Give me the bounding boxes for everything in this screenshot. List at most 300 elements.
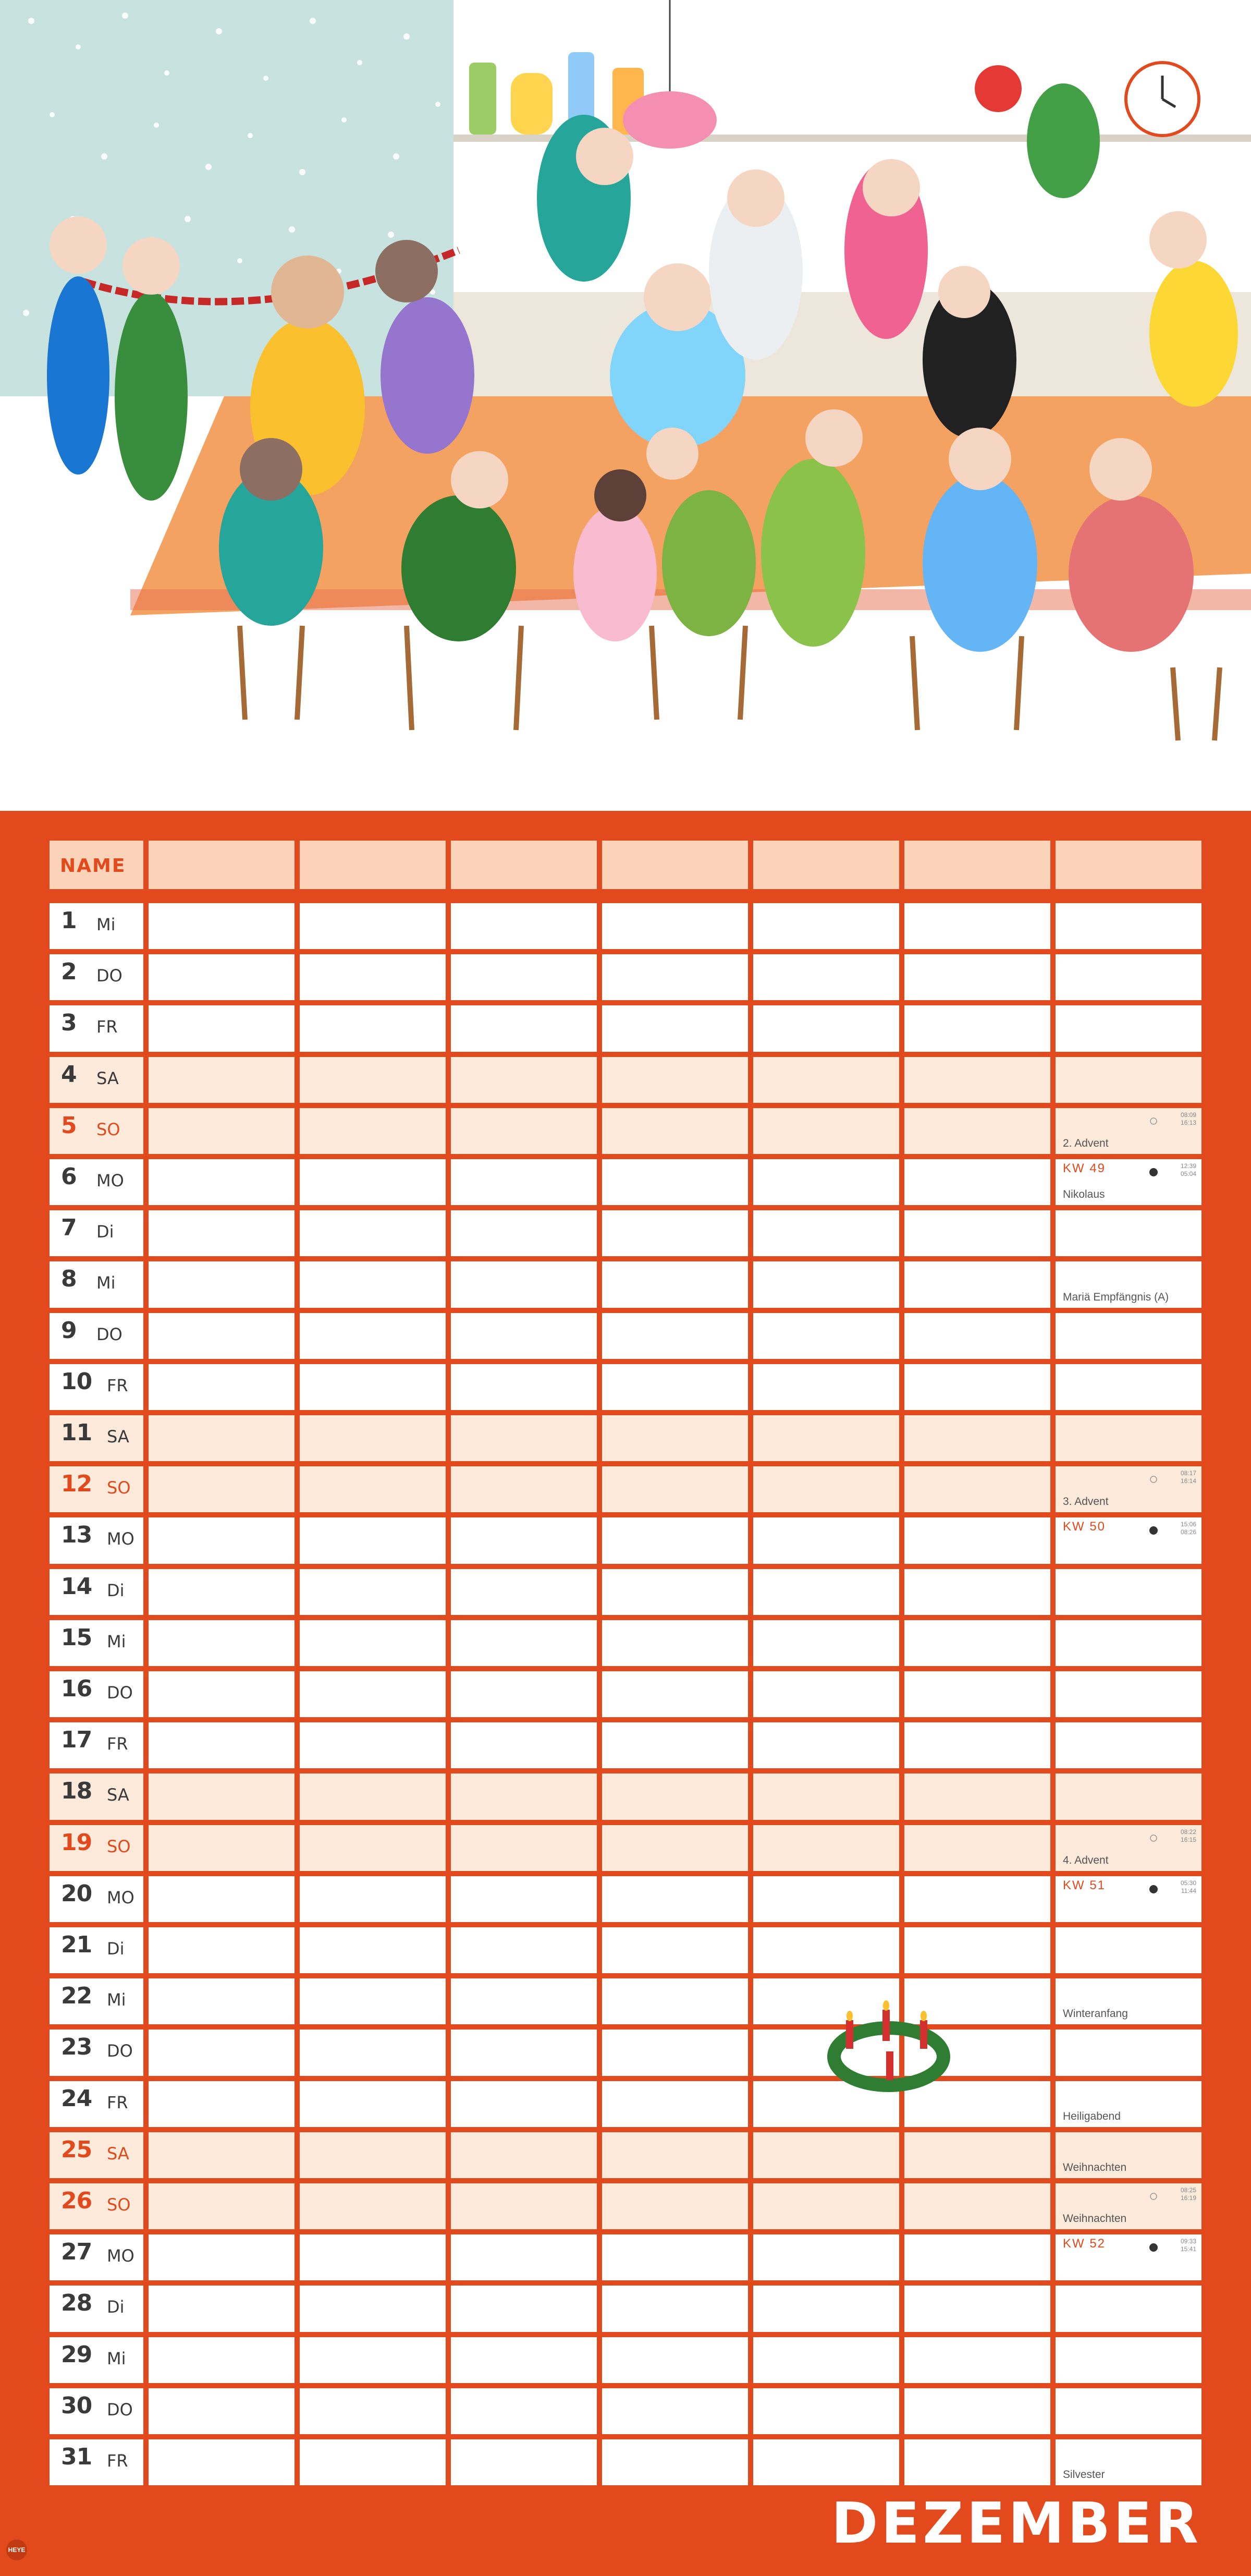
entry-cell[interactable] [300,1364,446,1410]
day-number: 22 [61,1983,92,2010]
info-cell[interactable] [1056,2439,1201,2485]
entry-cell[interactable] [904,1210,1050,1256]
info-cell[interactable] [1056,1415,1201,1461]
entry-cell[interactable] [451,1722,597,1768]
entry-cell[interactable] [300,1210,446,1256]
entry-cell[interactable] [451,1261,597,1307]
entry-cell[interactable] [300,2132,446,2178]
entry-cell[interactable] [451,1671,597,1717]
entry-cell[interactable] [300,2030,446,2075]
entry-cell[interactable] [300,2081,446,2127]
entry-cell[interactable] [300,2286,446,2331]
holiday-label: Weihnachten [1063,2213,1127,2225]
calendar-week-label: KW 49 [1063,1161,1106,1175]
time-1: 09:33 [1180,2238,1196,2245]
entry-cell[interactable] [602,2081,748,2127]
weekday-label: FR [107,1375,128,1395]
entry-cell[interactable] [300,1057,446,1103]
entry-cell[interactable] [149,2337,295,2383]
day-number: 4 [61,1061,77,1088]
day-number: 26 [61,2188,92,2214]
entry-cell[interactable] [300,2337,446,2383]
entry-cell[interactable] [602,1466,748,1512]
info-cell[interactable] [1056,954,1201,1000]
date-cell [50,1210,143,1256]
weekday-label: SA [96,1068,119,1088]
moon-icon [1147,1165,1160,1179]
day-number: 31 [61,2444,92,2470]
entry-cell[interactable] [300,1722,446,1768]
advent-wreath-icon [826,1999,951,2093]
entry-cell[interactable] [602,1517,748,1563]
entry-cell[interactable] [904,1364,1050,1410]
entry-cell[interactable] [753,1466,899,1512]
entry-cell[interactable] [753,954,899,1000]
entry-cell[interactable] [451,1876,597,1922]
entry-cell[interactable] [300,1978,446,2024]
entry-cell[interactable] [149,1159,295,1205]
entry-cell[interactable] [904,1773,1050,1819]
entry-cell[interactable] [602,2388,748,2434]
entry-cell[interactable] [904,1261,1050,1307]
entry-cell[interactable] [149,1620,295,1666]
illustration-christmas-crafting-scene [0,0,1251,811]
entry-cell[interactable] [904,1825,1050,1871]
holiday-label: Nikolaus [1063,1188,1105,1201]
date-cell [50,1466,143,1512]
entry-cell[interactable] [300,1415,446,1461]
entry-cell[interactable] [451,2132,597,2178]
entry-cell[interactable] [753,2183,899,2229]
entry-cell[interactable] [149,1261,295,1307]
day-number: 10 [61,1368,92,1395]
entry-cell[interactable] [753,2132,899,2178]
entry-cell[interactable] [602,954,748,1000]
entry-cell[interactable] [753,1773,899,1819]
date-cell [50,2286,143,2331]
sunrise-sunset [1147,1828,1196,1848]
info-cell[interactable] [1056,2081,1201,2127]
info-cell[interactable] [1056,1261,1201,1307]
entry-cell[interactable] [149,1722,295,1768]
entry-cell[interactable] [149,2388,295,2434]
weekday-label: DO [96,966,122,986]
entry-cell[interactable] [753,1313,899,1359]
entry-cell[interactable] [300,1569,446,1615]
entry-cell[interactable] [602,1108,748,1154]
entry-cell[interactable] [602,1773,748,1819]
entry-cell[interactable] [451,954,597,1000]
entry-cell[interactable] [300,1671,446,1717]
entry-cell[interactable] [602,2337,748,2383]
date-cell [50,1620,143,1666]
entry-cell[interactable] [451,1620,597,1666]
name-input-header-3[interactable] [451,841,597,889]
date-cell [50,1313,143,1359]
entry-cell[interactable] [149,1364,295,1410]
entry-cell[interactable] [149,1005,295,1051]
entry-cell[interactable] [149,1517,295,1563]
entry-cell[interactable] [300,1005,446,1051]
info-cell[interactable] [1056,1364,1201,1410]
entry-cell[interactable] [451,1005,597,1051]
day-number: 28 [61,2290,92,2317]
entry-cell[interactable] [753,1261,899,1307]
entry-cell[interactable] [904,1876,1050,1922]
entry-cell[interactable] [753,1159,899,1205]
entry-cell[interactable] [149,2234,295,2280]
entry-cell[interactable] [753,1517,899,1563]
holiday-label: Winteranfang [1063,2008,1128,2020]
entry-cell[interactable] [149,1825,295,1871]
entry-cell[interactable] [753,1210,899,1256]
entry-cell[interactable] [451,2439,597,2485]
time-2: 16:13 [1180,1119,1196,1126]
name-input-header-7[interactable] [1056,841,1201,889]
entry-cell[interactable] [904,1671,1050,1717]
date-cell [50,1876,143,1922]
entry-cell[interactable] [300,2439,446,2485]
entry-cell[interactable] [300,1261,446,1307]
entry-cell[interactable] [753,2439,899,2485]
entry-cell[interactable] [149,2183,295,2229]
date-cell [50,2081,143,2127]
weekday-label: Mi [107,1631,126,1651]
weekday-label: Mi [96,1273,116,1293]
entry-cell[interactable] [300,1825,446,1871]
name-input-header-5[interactable] [753,841,899,889]
entry-cell[interactable] [904,1927,1050,1973]
info-cell[interactable] [1056,1210,1201,1256]
entry-cell[interactable] [753,2388,899,2434]
entry-cell[interactable] [753,1057,899,1103]
entry-cell[interactable] [753,1825,899,1871]
brand-logo: HEYE [6,2539,27,2560]
entry-cell[interactable] [149,1210,295,1256]
entry-cell[interactable] [451,1364,597,1410]
sunrise-sunset [1147,2186,1196,2206]
entry-cell[interactable] [149,1415,295,1461]
entry-cell[interactable] [602,1927,748,1973]
entry-cell[interactable] [149,1313,295,1359]
entry-cell[interactable] [300,1108,446,1154]
holiday-label: Mariä Empfängnis (A) [1063,1291,1169,1303]
entry-cell[interactable] [451,1057,597,1103]
entry-cell[interactable] [753,2337,899,2383]
entry-cell[interactable] [602,2439,748,2485]
weekday-label: DO [96,1324,122,1344]
entry-cell[interactable] [149,954,295,1000]
entry-cell[interactable] [904,1620,1050,1666]
entry-cell[interactable] [149,1057,295,1103]
weekday-label: Di [107,1939,125,1959]
entry-cell[interactable] [904,1108,1050,1154]
entry-cell[interactable] [149,1978,295,2024]
info-cell[interactable] [1056,1108,1201,1154]
entry-cell[interactable] [300,1313,446,1359]
day-number: 5 [61,1112,77,1139]
entry-cell[interactable] [300,2234,446,2280]
entry-cell[interactable] [451,2337,597,2383]
entry-cell[interactable] [753,1620,899,1666]
entry-cell[interactable] [602,1057,748,1103]
sunrise-sunset [1147,1111,1196,1131]
day-number: 2 [61,958,77,986]
entry-cell[interactable] [300,1517,446,1563]
info-cell[interactable] [1056,1517,1201,1563]
entry-cell[interactable] [300,1876,446,1922]
entry-cell[interactable] [451,1773,597,1819]
entry-cell[interactable] [149,903,295,949]
entry-cell[interactable] [149,2286,295,2331]
info-cell[interactable] [1056,2030,1201,2075]
entry-cell[interactable] [451,1825,597,1871]
entry-cell[interactable] [300,954,446,1000]
info-cell[interactable] [1056,1620,1201,1666]
weekday-label: DO [107,2399,133,2420]
moon-phase [1147,2238,1196,2257]
entry-cell[interactable] [451,1159,597,1205]
day-number: 24 [61,2085,92,2112]
info-cell[interactable] [1056,1722,1201,1768]
weekday-label: Mi [96,915,116,934]
entry-cell[interactable] [451,1210,597,1256]
info-cell[interactable] [1056,1057,1201,1103]
weekday-label: FR [107,1734,128,1754]
info-cell[interactable] [1056,1313,1201,1359]
entry-cell[interactable] [904,903,1050,949]
entry-cell[interactable] [451,2081,597,2127]
date-cell [50,2030,143,2075]
entry-cell[interactable] [300,1620,446,1666]
name-input-header-1[interactable] [149,841,295,889]
info-cell[interactable] [1056,2337,1201,2383]
sunrise-sunset [1147,1469,1196,1489]
entry-cell[interactable] [904,1569,1050,1615]
entry-cell[interactable] [149,1569,295,1615]
entry-cell[interactable] [451,903,597,949]
day-number: 14 [61,1573,92,1600]
entry-cell[interactable] [602,1569,748,1615]
entry-cell[interactable] [904,2286,1050,2331]
entry-cell[interactable] [149,1671,295,1717]
info-cell[interactable] [1056,1773,1201,1819]
info-cell[interactable] [1056,1876,1201,1922]
entry-cell[interactable] [753,1108,899,1154]
entry-cell[interactable] [300,1159,446,1205]
entry-cell[interactable] [451,1569,597,1615]
entry-cell[interactable] [451,1313,597,1359]
time-2: 16:19 [1180,2194,1196,2202]
entry-cell[interactable] [753,1876,899,1922]
entry-cell[interactable] [149,1466,295,1512]
entry-cell[interactable] [602,2234,748,2280]
day-number: 9 [61,1317,77,1344]
entry-cell[interactable] [753,1671,899,1717]
entry-cell[interactable] [149,1773,295,1819]
entry-cell[interactable] [904,954,1050,1000]
entry-cell[interactable] [904,1313,1050,1359]
entry-cell[interactable] [451,1415,597,1461]
entry-cell[interactable] [904,2132,1050,2178]
name-input-header-4[interactable] [602,841,748,889]
entry-cell[interactable] [149,1876,295,1922]
day-number: 12 [61,1471,92,1498]
entry-cell[interactable] [602,1364,748,1410]
entry-cell[interactable] [753,1415,899,1461]
entry-cell[interactable] [602,1313,748,1359]
entry-cell[interactable] [451,2234,597,2280]
entry-cell[interactable] [753,1927,899,1973]
illustration-art [0,0,1251,811]
entry-cell[interactable] [602,1415,748,1461]
date-cell [50,1671,143,1717]
month-title: DEZEMBER [831,2491,1201,2556]
weekday-label: DO [107,1683,133,1703]
weekday-label: Mi [107,2348,126,2368]
date-cell [50,1108,143,1154]
weekday-label: FR [107,2451,128,2471]
entry-cell[interactable] [451,1466,597,1512]
weekday-label: SA [107,2143,129,2164]
weekday-label: MO [107,1887,134,1907]
entry-cell[interactable] [753,2234,899,2280]
entry-cell[interactable] [904,1159,1050,1205]
entry-cell[interactable] [300,1773,446,1819]
entry-cell[interactable] [602,2030,748,2075]
time-1: 08:22 [1180,1828,1196,1836]
holiday-label: 4. Advent [1063,1854,1109,1866]
weekday-label: MO [107,2246,134,2266]
entry-cell[interactable] [904,1722,1050,1768]
name-input-header-6[interactable] [904,841,1050,889]
name-input-header-2[interactable] [300,841,446,889]
weekday-label: SA [107,1427,129,1447]
entry-cell[interactable] [149,2030,295,2075]
entry-cell[interactable] [753,1005,899,1051]
entry-cell[interactable] [753,2286,899,2331]
time-1: 08:17 [1180,1469,1196,1477]
entry-cell[interactable] [602,1210,748,1256]
entry-cell[interactable] [602,2132,748,2178]
entry-cell[interactable] [602,1005,748,1051]
entry-cell[interactable] [149,2081,295,2127]
entry-cell[interactable] [451,1978,597,2024]
info-cell[interactable] [1056,1671,1201,1717]
weekday-label: SA [107,1785,129,1805]
entry-cell[interactable] [602,1876,748,1922]
entry-cell[interactable] [451,2030,597,2075]
date-cell [50,1825,143,1871]
info-cell[interactable] [1056,1825,1201,1871]
date-cell [50,2337,143,2383]
info-cell[interactable] [1056,2286,1201,2331]
time-1: 15:06 [1180,1521,1196,1528]
entry-cell[interactable] [300,903,446,949]
info-cell[interactable] [1056,2132,1201,2178]
info-cell[interactable] [1056,2183,1201,2229]
entry-cell[interactable] [149,2132,295,2178]
entry-cell[interactable] [904,1057,1050,1103]
entry-cell[interactable] [904,2439,1050,2485]
entry-cell[interactable] [904,1415,1050,1461]
day-number: 20 [61,1880,92,1907]
holiday-label: 2. Advent [1063,1137,1109,1149]
info-cell[interactable] [1056,1978,1201,2024]
date-cell [50,1927,143,1973]
entry-cell[interactable] [753,1569,899,1615]
entry-cell[interactable] [904,1005,1050,1051]
info-cell[interactable] [1056,1005,1201,1051]
day-number: 8 [61,1266,77,1293]
time-2: 15:41 [1180,2245,1196,2253]
entry-cell[interactable] [451,1927,597,1973]
entry-cell[interactable] [451,2286,597,2331]
holiday-label: 3. Advent [1063,1496,1109,1508]
date-cell [50,1773,143,1819]
entry-cell[interactable] [904,1517,1050,1563]
info-cell[interactable] [1056,1466,1201,1512]
entry-cell[interactable] [451,1517,597,1563]
info-cell[interactable] [1056,1159,1201,1205]
calendar-week-label: KW 50 [1063,1520,1106,1534]
entry-cell[interactable] [300,1466,446,1512]
entry-cell[interactable] [602,1722,748,1768]
entry-cell[interactable] [602,1671,748,1717]
entry-cell[interactable] [904,2234,1050,2280]
info-cell[interactable] [1056,903,1201,949]
entry-cell[interactable] [451,2388,597,2434]
entry-cell[interactable] [753,903,899,949]
entry-cell[interactable] [602,903,748,949]
entry-cell[interactable] [149,2439,295,2485]
date-cell [50,1057,143,1103]
entry-cell[interactable] [602,1261,748,1307]
weekday-label: MO [96,1171,124,1190]
entry-cell[interactable] [904,2388,1050,2434]
entry-cell[interactable] [300,2388,446,2434]
holiday-label: Weihnachten [1063,2161,1127,2173]
entry-cell[interactable] [602,1825,748,1871]
entry-cell[interactable] [753,1364,899,1410]
entry-cell[interactable] [300,1927,446,1973]
day-number: 18 [61,1778,92,1805]
entry-cell[interactable] [451,1108,597,1154]
info-cell[interactable] [1056,2234,1201,2280]
entry-cell[interactable] [300,2183,446,2229]
entry-cell[interactable] [602,1159,748,1205]
family-planner-grid [0,811,1251,2576]
entry-cell[interactable] [904,2337,1050,2383]
entry-cell[interactable] [602,1620,748,1666]
entry-cell[interactable] [149,1927,295,1973]
entry-cell[interactable] [451,2183,597,2229]
date-cell [50,1517,143,1563]
info-cell[interactable] [1056,1927,1201,1973]
sun-icon [1147,1831,1160,1845]
entry-cell[interactable] [602,1978,748,2024]
entry-cell[interactable] [602,2286,748,2331]
info-cell[interactable] [1056,2388,1201,2434]
holiday-label: Heiligabend [1063,2110,1121,2122]
info-cell[interactable] [1056,1569,1201,1615]
entry-cell[interactable] [904,1466,1050,1512]
entry-cell[interactable] [602,2183,748,2229]
entry-cell[interactable] [753,1722,899,1768]
entry-cell[interactable] [904,2183,1050,2229]
date-cell [50,1722,143,1768]
entry-cell[interactable] [149,1108,295,1154]
